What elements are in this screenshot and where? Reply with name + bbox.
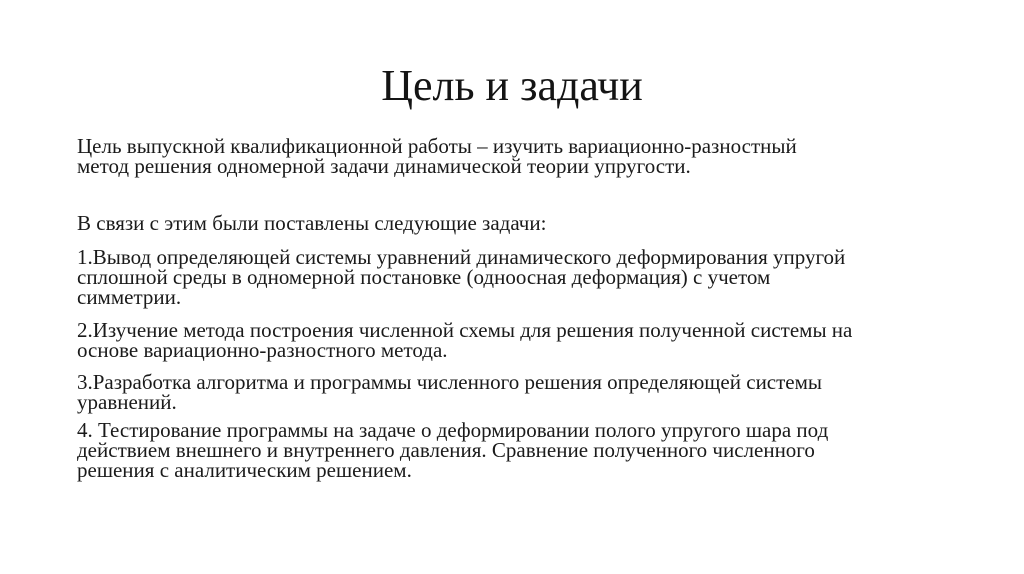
goal-line: Цель выпускной квалификационной работы – изучить вариационно-разностный bbox=[77, 134, 797, 158]
task-line: 3.Разработка алгоритма и программы численного решения определяющей системы bbox=[77, 370, 823, 394]
tasks-intro: В связи с этим были поставлены следующие задачи: bbox=[77, 211, 547, 235]
goal-line: метод решения одномерной задачи динамической теории упругости. bbox=[77, 154, 691, 178]
task-line: 4. Тестирование программы на задаче о деформировании полого упругого шара под bbox=[77, 418, 829, 442]
task-line: действием внешнего и внутреннего давления. Сравнение полученного численного bbox=[77, 438, 815, 462]
task-line: сплошной среды в одномерной постановке (одноосная деформация) с учетом bbox=[77, 265, 771, 289]
task-item-1 bbox=[77, 247, 845, 307]
goal-paragraph bbox=[77, 136, 797, 176]
task-item-2 bbox=[77, 320, 852, 360]
task-line: основе вариационно-разностного метода. bbox=[77, 338, 448, 362]
task-item-3 bbox=[77, 372, 822, 412]
slide-title: Цель и задачи bbox=[381, 61, 643, 110]
task-line: уравнений. bbox=[77, 390, 177, 414]
task-line: решения с аналитическим решением. bbox=[77, 458, 412, 482]
task-item-4 bbox=[77, 420, 828, 480]
task-line: 2.Изучение метода построения численной схемы для решения полученной системы на bbox=[77, 318, 853, 342]
task-line: 1.Вывод определяющей системы уравнений динамического деформирования упругой bbox=[77, 245, 846, 269]
task-line: симметрии. bbox=[77, 285, 182, 309]
